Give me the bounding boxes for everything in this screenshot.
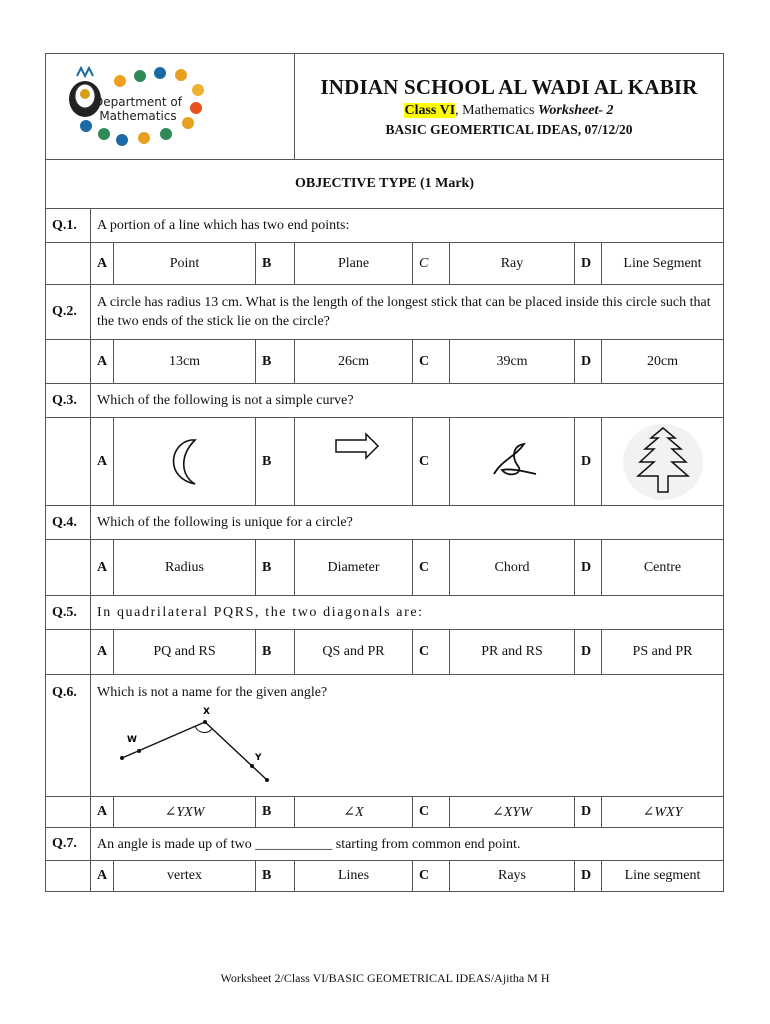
option-letter: C [413, 540, 450, 596]
option-letter: C [413, 630, 450, 675]
question-number: Q.3. [46, 384, 91, 418]
school-name: INDIAN SCHOOL AL WADI AL KABIR [320, 75, 698, 99]
option-letter: B [256, 418, 295, 506]
option-letter: A [91, 418, 114, 506]
question-row [46, 675, 724, 797]
option-value[interactable]: QS and PR [295, 630, 413, 675]
topic-line: BASIC GEOMERTICAL IDEAS, 07/12/20 [385, 122, 633, 137]
option-letter: D [575, 797, 602, 828]
school-logo [46, 54, 295, 160]
option-value[interactable]: 20cm [602, 340, 724, 384]
question-row [46, 596, 724, 630]
class-label: Class VI [404, 103, 456, 118]
section-title: OBJECTIVE TYPE (1 Mark) [46, 160, 724, 209]
option-letter: B [256, 630, 295, 675]
class-line [301, 103, 717, 119]
option-value[interactable]: Ray [450, 243, 575, 285]
angle-diagram-icon [97, 704, 297, 784]
option-value[interactable]: PR and RS [450, 630, 575, 675]
header-text [295, 54, 724, 160]
option-letter: A [91, 861, 114, 892]
class-subject: , Mathematics [455, 103, 538, 118]
option-letter: A [91, 630, 114, 675]
option-letter: C [413, 340, 450, 384]
option-value[interactable]: 26cm [295, 340, 413, 384]
option-letter: C [413, 797, 450, 828]
option-value[interactable]: PQ and RS [114, 630, 256, 675]
option-value[interactable]: 13cm [114, 340, 256, 384]
question-row [46, 506, 724, 540]
option-letter: B [256, 340, 295, 384]
arrow-curve-icon [314, 432, 394, 492]
options-row [46, 540, 724, 596]
option-letter: A [91, 243, 114, 285]
worksheet-label: Worksheet- 2 [537, 103, 614, 118]
option-value[interactable]: Plane [295, 243, 413, 285]
question-number: Q.7. [46, 828, 91, 861]
option-figure[interactable] [450, 418, 575, 506]
svg-text:Mathematics: Mathematics [99, 109, 177, 123]
option-letter: D [575, 340, 602, 384]
question-row [46, 209, 724, 243]
question-number: Q.6. [46, 675, 91, 797]
option-letter: B [256, 243, 295, 285]
option-value[interactable]: ∠WXY [602, 797, 724, 828]
option-value[interactable]: Chord [450, 540, 575, 596]
department-logo-icon [46, 54, 224, 154]
option-value[interactable]: Diameter [295, 540, 413, 596]
question-text: An angle is made up of two ___________ starting from common end point. [91, 828, 724, 861]
option-letter: C [413, 243, 450, 285]
tree-curve-icon [618, 422, 708, 502]
options-row [46, 418, 724, 506]
point-label: X [203, 707, 210, 717]
option-value[interactable]: Point [114, 243, 256, 285]
option-letter: D [575, 540, 602, 596]
option-figure[interactable] [114, 418, 256, 506]
options-row [46, 797, 724, 828]
question-number: Q.5. [46, 596, 91, 630]
question-text: Which of the following is not a simple curve? [91, 384, 724, 418]
option-value[interactable]: Line segment [602, 861, 724, 892]
option-value[interactable]: Line Segment [602, 243, 724, 285]
point-label: Y [255, 753, 262, 763]
option-letter: D [575, 243, 602, 285]
svg-text:Department of: Department of [94, 95, 182, 109]
options-row [46, 243, 724, 285]
option-letter: B [256, 540, 295, 596]
question-row [46, 384, 724, 418]
option-letter: C [413, 861, 450, 892]
question-number: Q.2. [46, 285, 91, 340]
option-value[interactable]: PS and PR [602, 630, 724, 675]
question-cell [91, 675, 724, 797]
option-value[interactable]: ∠X [295, 797, 413, 828]
option-value[interactable]: 39cm [450, 340, 575, 384]
crescent-curve-icon [155, 432, 215, 492]
option-letter: A [91, 340, 114, 384]
option-letter: D [575, 418, 602, 506]
question-row [46, 285, 724, 340]
option-letter: A [91, 797, 114, 828]
option-letter: D [575, 861, 602, 892]
option-letter: B [256, 797, 295, 828]
options-row [46, 861, 724, 892]
option-figure[interactable] [602, 418, 724, 506]
question-text: A circle has radius 13 cm. What is the length of the longest stick that can be placed inside this circle such that the two ends of the stick lie on the circle? [91, 285, 724, 340]
option-letter: C [413, 418, 450, 506]
options-row [46, 340, 724, 384]
scribble-curve-icon [472, 432, 552, 492]
page-footer: Worksheet 2/Class VI/BASIC GEOMETRICAL IDEAS/Ajitha M H [220, 971, 550, 985]
option-figure[interactable] [295, 418, 413, 506]
option-letter: A [91, 540, 114, 596]
option-value[interactable]: Rays [450, 861, 575, 892]
question-text: In quadrilateral PQRS, the two diagonals are: [91, 596, 724, 630]
option-value[interactable]: Centre [602, 540, 724, 596]
point-label: W [127, 735, 137, 745]
option-value[interactable]: vertex [114, 861, 256, 892]
question-number: Q.4. [46, 506, 91, 540]
question-number: Q.1. [46, 209, 91, 243]
question-text: Which is not a name for the given angle? [97, 685, 328, 700]
option-value[interactable]: Radius [114, 540, 256, 596]
worksheet-table [45, 53, 724, 892]
question-text: A portion of a line which has two end points: [91, 209, 724, 243]
option-value[interactable]: ∠YXW [114, 797, 256, 828]
option-letter: B [256, 861, 295, 892]
options-row [46, 630, 724, 675]
question-row [46, 828, 724, 861]
option-value[interactable]: Lines [295, 861, 413, 892]
option-value[interactable]: ∠XYW [450, 797, 575, 828]
option-letter: D [575, 630, 602, 675]
question-text: Which of the following is unique for a circle? [91, 506, 724, 540]
